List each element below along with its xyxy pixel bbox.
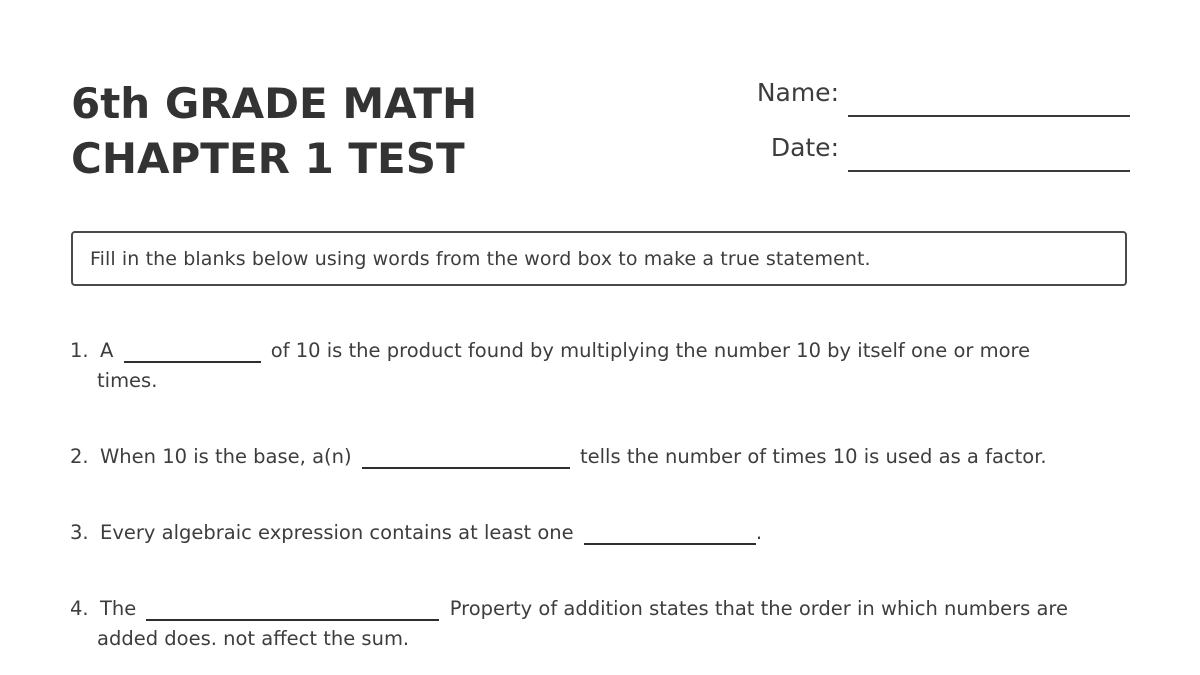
question-2	[70, 442, 1130, 472]
answer-blank-1[interactable]	[124, 361, 261, 363]
question-text-after: of 10 is the product found by multiplying the number 10 by itself one or more	[270, 339, 1031, 362]
date-field[interactable]	[771, 133, 1130, 162]
answer-blank-3[interactable]	[584, 543, 756, 545]
question-text-after: .	[755, 521, 763, 544]
question-number: 4.	[70, 597, 89, 620]
question-number: 1.	[70, 339, 89, 362]
question-text-after: tells the number of times 10 is used as a factor.	[580, 445, 1047, 468]
question-text-continuation: times.	[97, 369, 158, 392]
title-line-1: 6th GRADE MATH	[71, 79, 478, 128]
question-text-after: Property of addition states that the order in which numbers are	[449, 597, 1068, 620]
answer-blank-4[interactable]	[146, 619, 439, 621]
name-label: Name:	[756, 78, 839, 107]
question-number: 3.	[70, 521, 89, 544]
question-text-before: When 10 is the base, a(n)	[100, 445, 352, 468]
date-label: Date:	[770, 133, 839, 162]
question-text-continuation: added does. not affect the sum.	[97, 627, 410, 650]
question-4	[70, 594, 1130, 654]
date-line[interactable]	[848, 170, 1130, 172]
question-1	[70, 336, 1130, 396]
question-text-before: A	[100, 339, 114, 362]
name-field[interactable]	[757, 78, 1130, 107]
question-text-before: The	[100, 597, 137, 620]
title-line-2: CHAPTER 1 TEST	[71, 134, 465, 183]
instruction-box	[71, 231, 1127, 286]
instruction-text: Fill in the blanks below using words from the word box to make a true statement.	[90, 247, 871, 270]
question-3	[70, 518, 1130, 548]
answer-blank-2[interactable]	[362, 467, 570, 469]
question-number: 2.	[70, 445, 89, 468]
test-title	[71, 76, 477, 186]
question-text-before: Every algebraic expression contains at least one	[100, 521, 574, 544]
name-line[interactable]	[848, 115, 1130, 117]
